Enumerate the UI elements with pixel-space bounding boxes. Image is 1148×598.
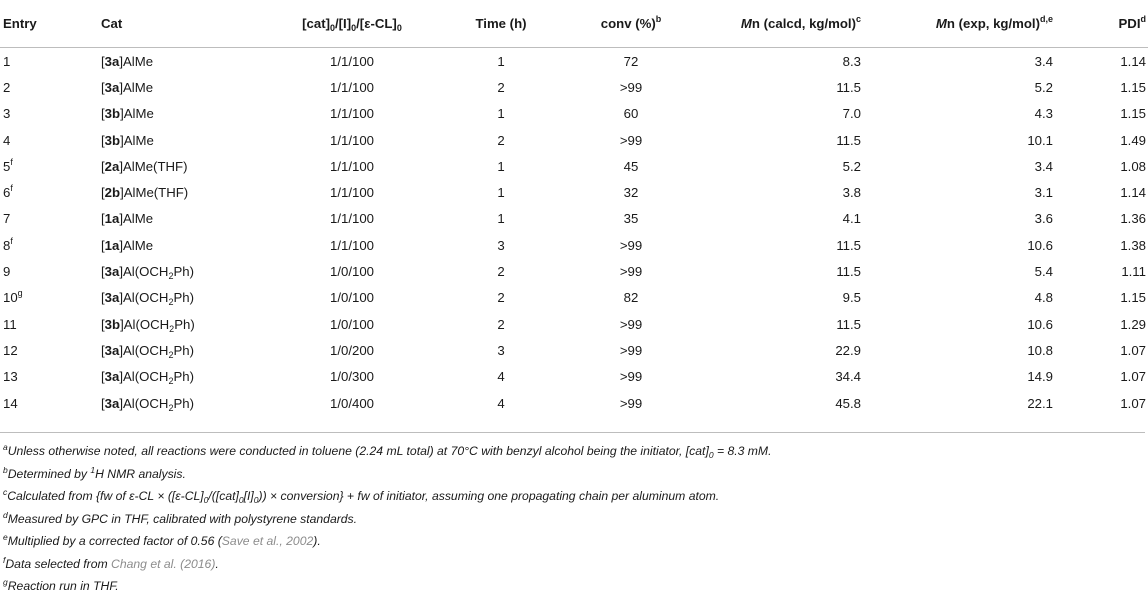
cell-pdi: 1.38 [1120, 237, 1146, 253]
cell-pdi: 1.36 [1120, 211, 1146, 227]
cell-cat: $[3a]Al(OCH_2Ph)$ [101, 342, 194, 360]
cell-conv: >99 [619, 132, 643, 148]
cat-ligand: AlMe [123, 79, 154, 95]
cat-ligand: AlMe [123, 53, 154, 69]
cell-cat: $[3a]Al(OCH_2Ph)$ [101, 290, 194, 308]
footnote-e: $^e$Multiplied by a corrected factor of 0.56 (Save et al., 2002). [3, 532, 321, 548]
cat-id: 3a [104, 342, 120, 358]
cell-cat: $[3b]Al(OCH_2Ph)$ [101, 316, 195, 334]
cell-ratio: 1/0/100 [330, 264, 374, 280]
cell-mn-calcd: 11.5 [836, 264, 861, 280]
cell-entry: 3 [3, 106, 11, 122]
header-cat: Cat [101, 0, 263, 48]
cat-ligand: AlMe [123, 237, 154, 253]
cat-ligand: Al(OCH [123, 290, 169, 306]
cell-cat: [3b]AlMe [101, 106, 154, 122]
cell-mn-calcd: 11.5 [836, 132, 861, 148]
cell-conv: >99 [619, 79, 643, 95]
footnotes [3, 440, 771, 598]
cell-mn-exp: 4.8 [1034, 290, 1053, 306]
cell-entry: 7 [3, 211, 11, 227]
table-row [0, 179, 1148, 205]
cat-ligand: AlMe [123, 211, 154, 227]
cell-pdi: 1.08 [1120, 158, 1146, 174]
cell-time: 3 [497, 237, 505, 253]
cell-conv: >99 [619, 316, 643, 332]
cat-id: 3b [104, 106, 121, 122]
cell-ratio: 1/0/200 [330, 342, 374, 358]
cell-time: 4 [497, 369, 505, 385]
cell-ratio: 1/0/100 [330, 290, 374, 306]
cell-mn-calcd: 11.5 [836, 316, 861, 332]
cell-conv: >99 [619, 342, 643, 358]
cell-time: 1 [497, 53, 505, 69]
cell-mn-exp: 3.4 [1034, 158, 1053, 174]
cell-conv: 60 [623, 106, 639, 122]
footnote-f: $^f$Data selected from Chang et al. (2016). [3, 554, 219, 571]
cell-mn-calcd: 45.8 [835, 395, 861, 411]
cell-entry: 12 [3, 342, 18, 358]
cat-ligand: AlMe(THF) [123, 158, 188, 174]
table-row [0, 232, 1148, 258]
cell-mn-calcd: 34.4 [835, 369, 861, 385]
cell-entry: 10$^g$ [3, 288, 23, 306]
table-row [0, 337, 1148, 363]
cat-id: 3a [104, 264, 120, 280]
cell-pdi: 1.07 [1120, 395, 1146, 411]
table-row [0, 390, 1148, 416]
cat-id: 3b [104, 132, 121, 148]
cell-cat: $[3a]Al(OCH_2Ph)$ [101, 395, 194, 413]
cell-ratio: 1/0/300 [330, 369, 374, 385]
cat-ligand: Al(OCH [123, 264, 169, 280]
cell-entry: 13 [3, 369, 18, 385]
cell-pdi: 1.14 [1120, 53, 1146, 69]
cell-mn-exp: 14.9 [1027, 369, 1053, 385]
cell-ratio: 1/1/100 [330, 132, 374, 148]
cell-ratio: 1/1/100 [330, 237, 374, 253]
cell-pdi: 1.15 [1120, 106, 1146, 122]
cell-mn-calcd: 7.0 [842, 106, 861, 122]
cell-mn-calcd: 9.5 [842, 290, 861, 306]
cell-time: 4 [497, 395, 505, 411]
header-row [0, 0, 1148, 48]
cat-id: 2a [104, 158, 120, 174]
cell-time: 1 [497, 185, 505, 201]
cell-mn-exp: 10.6 [1027, 316, 1053, 332]
cell-entry: 11 [3, 316, 17, 332]
cat-id: 3b [104, 316, 121, 332]
header-mn-exp: Mn (exp, kg/mol)$^{d,e}$ [861, 0, 1053, 48]
cell-ratio: 1/0/400 [330, 395, 374, 411]
cell-cat: [3a]AlMe [101, 79, 154, 95]
table-row [0, 153, 1148, 179]
cell-time: 2 [497, 264, 505, 280]
cell-entry: 1 [3, 53, 11, 69]
cell-entry: 4 [3, 132, 11, 148]
table-body [0, 48, 1148, 417]
cell-cat: [3b]AlMe [101, 132, 154, 148]
cell-ratio: 1/1/100 [330, 53, 374, 69]
cell-conv: >99 [619, 395, 643, 411]
cell-conv: >99 [619, 264, 643, 280]
cat-ligand: Al(OCH [123, 369, 169, 385]
table-row [0, 48, 1148, 75]
cell-pdi: 1.49 [1120, 132, 1146, 148]
cell-time: 2 [497, 79, 505, 95]
cat-ligand: Al(OCH [123, 395, 169, 411]
cat-id: 3a [104, 395, 120, 411]
cell-mn-exp: 3.4 [1034, 53, 1053, 69]
footer-divider [0, 432, 1145, 433]
cell-conv: 82 [623, 290, 639, 306]
cell-conv: >99 [619, 237, 643, 253]
cell-conv: 35 [623, 211, 639, 227]
footnote-d: $^d$Measured by GPC in THF, calibrated with polystyrene standards. [3, 509, 358, 526]
cell-pdi: 1.15 [1120, 290, 1146, 306]
table-row [0, 206, 1148, 232]
cell-mn-exp: 3.6 [1034, 211, 1053, 227]
cell-pdi: 1.15 [1120, 79, 1146, 95]
cell-mn-exp: 5.4 [1034, 264, 1053, 280]
cat-id: 1a [104, 237, 120, 253]
cell-cat: [1a]AlMe [101, 211, 154, 227]
cell-mn-calcd: 11.5 [836, 237, 861, 253]
reference-link-save-2002[interactable]: Save et al., 2002 [221, 534, 314, 548]
cat-ligand: AlMe(THF) [123, 185, 189, 201]
header-conv: conv (%)$^b$ [561, 0, 701, 48]
cat-id: 3a [104, 290, 120, 306]
cell-mn-exp: 10.6 [1027, 237, 1053, 253]
cell-pdi: 1.29 [1120, 316, 1146, 332]
cell-mn-calcd: 8.3 [842, 53, 861, 69]
cell-mn-calcd: 4.1 [842, 211, 861, 227]
cell-mn-calcd: 22.9 [835, 342, 861, 358]
cell-ratio: 1/0/100 [330, 316, 374, 332]
footnote-c: $^c$Calculated from {fw of $\varepsilon-CL \times ([\varepsilon-CL]_0/([cat]_0[I]_0))$ × conversion} + fw of initiator, assuming one propagating chain per aluminum atom. [3, 487, 720, 505]
cell-pdi: 1.07 [1120, 369, 1146, 385]
cell-time: 1 [497, 106, 505, 122]
table-row [0, 127, 1148, 153]
header-time: Time (h) [441, 0, 561, 48]
cell-entry: 14 [3, 395, 18, 411]
cell-entry: 8$^f$ [3, 235, 13, 253]
cat-id: 2b [104, 185, 121, 201]
cat-ligand: Al(OCH [123, 316, 170, 332]
cat-id: 3a [104, 53, 120, 69]
cell-pdi: 1.07 [1120, 342, 1146, 358]
cell-cat: [3a]AlMe [101, 53, 154, 69]
cell-cat: [1a]AlMe [101, 237, 154, 253]
cell-conv: 72 [623, 53, 639, 69]
cell-mn-exp: 3.1 [1034, 185, 1053, 201]
cell-time: 1 [497, 158, 505, 174]
cat-ligand: AlMe [123, 132, 154, 148]
cat-id: 1a [104, 211, 120, 227]
cell-time: 2 [497, 132, 505, 148]
cell-entry: 2 [3, 79, 11, 95]
cell-entry: 5$^f$ [3, 156, 13, 174]
cat-id: 3a [104, 79, 120, 95]
header-pdi: PDI$^d$ [1053, 0, 1148, 48]
cell-mn-calcd: 11.5 [836, 79, 861, 95]
cell-conv: 32 [623, 185, 639, 201]
header-mn-calcd: Mn (calcd, kg/mol)$^c$ [701, 0, 861, 48]
header-entry: Entry [0, 0, 101, 48]
footnote-g: $^g$Reaction run in THF. [3, 577, 119, 593]
cell-cat: $[3a]Al(OCH_2Ph)$ [101, 369, 194, 387]
cell-mn-exp: 10.1 [1027, 132, 1053, 148]
cell-ratio: 1/1/100 [330, 158, 374, 174]
cat-ligand: AlMe [123, 106, 154, 122]
cell-time: 2 [497, 290, 505, 306]
table-row [0, 285, 1148, 311]
cell-conv: 45 [623, 158, 639, 174]
cell-time: 2 [497, 316, 505, 332]
cell-mn-calcd: 3.8 [842, 185, 861, 201]
cell-mn-exp: 5.2 [1034, 79, 1053, 95]
footnote-b: $^b$Determined by $^1$H NMR analysis. [3, 464, 186, 481]
cell-mn-exp: 22.1 [1027, 395, 1053, 411]
reference-link-chang-2016[interactable]: Chang et al. (2016) [111, 556, 216, 571]
cell-mn-exp: 10.8 [1027, 342, 1053, 358]
cell-ratio: 1/1/100 [330, 106, 374, 122]
table-row [0, 101, 1148, 127]
cell-cat: $[3a]Al(OCH_2Ph)$ [101, 264, 194, 282]
cell-ratio: 1/1/100 [330, 211, 374, 227]
cell-time: 3 [497, 342, 505, 358]
table-row [0, 74, 1148, 100]
cell-ratio: 1/1/100 [330, 79, 374, 95]
cell-time: 1 [497, 211, 505, 227]
cat-ligand: Al(OCH [123, 342, 169, 358]
cell-pdi: 1.11 [1121, 264, 1146, 280]
cell-mn-calcd: 5.2 [842, 158, 861, 174]
footnote-a: $^a$Unless otherwise noted, all reactions were conducted in toluene (2.24 mL total) at 70°C with benzyl alcohol being the initiator, $[cat]_0 = 8.3$ mM. [3, 442, 772, 460]
table-row [0, 364, 1148, 390]
cell-conv: >99 [619, 369, 643, 385]
header-ratio: $[cat]_0/[I]_0/[\varepsilon-CL]_0$ [263, 0, 441, 48]
cat-id: 3a [104, 369, 120, 385]
cell-cat: [2a]AlMe(THF) [101, 158, 188, 174]
cell-mn-exp: 4.3 [1034, 106, 1053, 122]
cell-ratio: 1/1/100 [330, 185, 374, 201]
cell-pdi: 1.14 [1120, 185, 1146, 201]
cell-cat: [2b]AlMe(THF) [101, 185, 189, 201]
table-row [0, 258, 1148, 284]
cell-entry: 9 [3, 264, 11, 280]
table-row [0, 311, 1148, 337]
cell-entry: 6$^f$ [3, 183, 13, 201]
